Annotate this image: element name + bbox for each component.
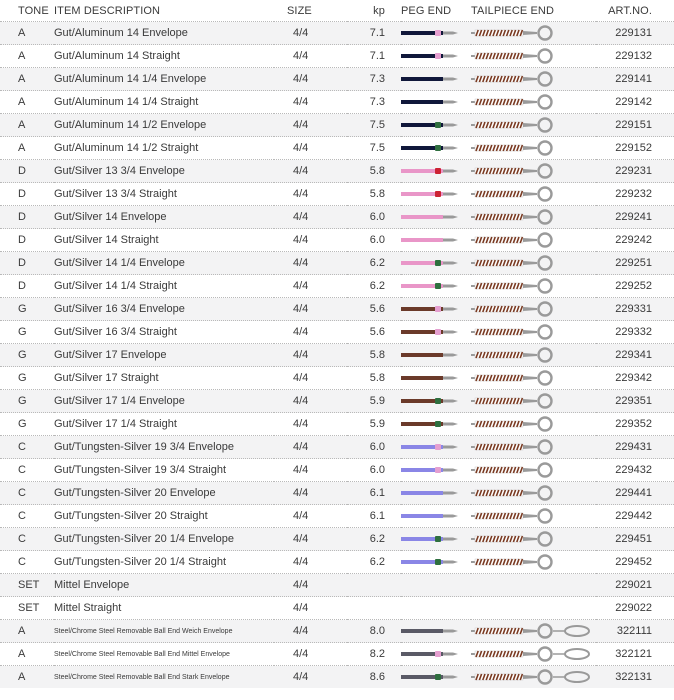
art-no-cell: 229341 xyxy=(615,349,652,361)
peg-end-icon xyxy=(401,235,459,245)
tailpiece-end-cell xyxy=(471,137,596,160)
art-no-cell: 229022 xyxy=(615,602,652,614)
header-row xyxy=(0,0,674,22)
tailpiece-end-icon xyxy=(471,623,593,639)
peg-end-icon xyxy=(401,258,459,268)
kp-cell: 8.6 xyxy=(369,671,385,683)
tone-cell: G xyxy=(18,395,27,407)
table-row xyxy=(0,505,674,528)
size-cell: 4/4 xyxy=(293,280,309,292)
size-cell: 4/4 xyxy=(293,73,309,85)
peg-end-cell xyxy=(401,551,471,574)
description-cell: Gut/Silver 17 Envelope xyxy=(54,349,167,361)
tailpiece-end-cell xyxy=(471,574,596,597)
peg-end-icon xyxy=(401,626,459,636)
kp-cell: 8.0 xyxy=(369,625,385,637)
tone-cell: A xyxy=(18,27,26,39)
peg-end-icon xyxy=(401,373,459,383)
peg-end-cell xyxy=(401,22,471,45)
art-no-cell: 229441 xyxy=(615,487,652,499)
peg-end-cell xyxy=(401,597,471,620)
description-cell: Gut/Silver 14 Envelope xyxy=(54,211,167,223)
description-cell: Gut/Tungsten-Silver 20 1/4 Envelope xyxy=(54,533,234,545)
kp-cell: 7.1 xyxy=(369,27,385,39)
kp-cell: 7.3 xyxy=(369,96,385,108)
table-row xyxy=(0,137,674,160)
art-no-cell: 229332 xyxy=(615,326,652,338)
kp-cell: 5.8 xyxy=(369,372,385,384)
kp-cell: 6.0 xyxy=(369,211,385,223)
kp-cell: 5.8 xyxy=(369,188,385,200)
art-no-cell: 229342 xyxy=(615,372,652,384)
header-tailpiece-end: TAILPIECE END xyxy=(471,4,555,17)
art-no-cell: 229241 xyxy=(615,211,652,223)
description-cell: Gut/Silver 13 3/4 Envelope xyxy=(54,165,185,177)
size-cell: 4/4 xyxy=(293,372,309,384)
peg-end-cell xyxy=(401,183,471,206)
art-no-cell: 229152 xyxy=(615,142,652,154)
tailpiece-end-icon xyxy=(471,439,561,455)
tailpiece-end-cell xyxy=(471,436,596,459)
art-no-cell: 229131 xyxy=(615,27,652,39)
table-body xyxy=(0,22,674,689)
art-no-cell: 322111 xyxy=(616,625,652,637)
table-row xyxy=(0,160,674,183)
tone-cell: C xyxy=(18,487,26,499)
tailpiece-end-cell xyxy=(471,91,596,114)
art-no-cell: 229242 xyxy=(615,234,652,246)
peg-end-cell xyxy=(401,367,471,390)
size-cell: 4/4 xyxy=(293,510,309,522)
peg-end-cell xyxy=(401,114,471,137)
size-cell: 4/4 xyxy=(293,556,309,568)
tone-cell: A xyxy=(18,73,26,85)
tailpiece-end-cell xyxy=(471,620,596,643)
peg-end-cell xyxy=(401,413,471,436)
tailpiece-end-cell xyxy=(471,160,596,183)
tailpiece-end-icon xyxy=(471,255,561,271)
size-cell: 4/4 xyxy=(293,96,309,108)
peg-end-cell xyxy=(401,275,471,298)
header-kp: kp xyxy=(373,4,385,17)
peg-end-icon xyxy=(401,304,459,314)
description-cell: Gut/Silver 17 1/4 Straight xyxy=(54,418,177,430)
art-no-cell: 229352 xyxy=(615,418,652,430)
tailpiece-end-cell xyxy=(471,321,596,344)
size-cell: 4/4 xyxy=(293,625,309,637)
tone-cell: A xyxy=(18,648,26,660)
tone-cell: D xyxy=(18,211,26,223)
description-cell: Gut/Aluminum 14 1/4 Envelope xyxy=(54,73,207,85)
peg-end-cell xyxy=(401,229,471,252)
peg-end-icon xyxy=(401,51,459,61)
kp-cell xyxy=(347,597,401,620)
peg-end-icon xyxy=(401,396,459,406)
kp-cell: 6.0 xyxy=(369,464,385,476)
art-no-cell: 229451 xyxy=(615,533,652,545)
peg-end-icon xyxy=(401,511,459,521)
kp-cell: 8.2 xyxy=(369,648,385,660)
peg-end-icon xyxy=(401,212,459,222)
peg-end-cell xyxy=(401,390,471,413)
table-row xyxy=(0,344,674,367)
table-row xyxy=(0,482,674,505)
description-cell: Mittel Straight xyxy=(54,602,122,614)
table-row xyxy=(0,413,674,436)
peg-end-cell xyxy=(401,643,471,666)
peg-end-cell xyxy=(401,137,471,160)
kp-cell: 6.2 xyxy=(369,556,385,568)
kp-cell: 5.9 xyxy=(369,418,385,430)
peg-end-cell xyxy=(401,459,471,482)
size-cell: 4/4 xyxy=(293,349,309,361)
tailpiece-end-icon xyxy=(471,209,561,225)
size-cell: 4/4 xyxy=(293,395,309,407)
peg-end-cell xyxy=(401,528,471,551)
size-cell: 4/4 xyxy=(293,602,309,614)
size-cell: 4/4 xyxy=(293,441,309,453)
table-row xyxy=(0,436,674,459)
description-cell: Gut/Aluminum 14 1/4 Straight xyxy=(54,96,199,108)
kp-cell: 5.8 xyxy=(369,349,385,361)
tailpiece-end-icon xyxy=(471,71,561,87)
tone-cell: C xyxy=(18,556,26,568)
kp-cell: 6.0 xyxy=(369,234,385,246)
tailpiece-end-cell xyxy=(471,666,596,689)
tailpiece-end-icon xyxy=(471,370,561,386)
peg-end-cell xyxy=(401,321,471,344)
size-cell: 4/4 xyxy=(293,579,309,591)
tailpiece-end-cell xyxy=(471,298,596,321)
tailpiece-end-cell xyxy=(471,597,596,620)
description-cell: Gut/Aluminum 14 Straight xyxy=(54,50,180,62)
peg-end-icon xyxy=(401,120,459,130)
tailpiece-end-icon xyxy=(471,646,593,662)
peg-end-icon xyxy=(401,465,459,475)
tailpiece-end-icon xyxy=(471,25,561,41)
size-cell: 4/4 xyxy=(293,50,309,62)
table-row xyxy=(0,367,674,390)
art-no-cell: 229442 xyxy=(615,510,652,522)
kp-cell: 7.1 xyxy=(369,50,385,62)
tailpiece-end-cell xyxy=(471,551,596,574)
art-no-cell: 229432 xyxy=(615,464,652,476)
peg-end-icon xyxy=(401,97,459,107)
tailpiece-end-cell xyxy=(471,528,596,551)
art-no-cell: 322131 xyxy=(615,671,652,683)
tailpiece-end-cell xyxy=(471,367,596,390)
table-row xyxy=(0,298,674,321)
tailpiece-end-icon xyxy=(471,140,561,156)
kp-cell: 5.8 xyxy=(369,165,385,177)
tone-cell: C xyxy=(18,441,26,453)
tailpiece-end-icon xyxy=(471,347,561,363)
tailpiece-end-cell xyxy=(471,114,596,137)
table-row xyxy=(0,390,674,413)
table-row xyxy=(0,183,674,206)
description-cell: Gut/Tungsten-Silver 20 Straight xyxy=(54,510,208,522)
tone-cell: A xyxy=(18,625,26,637)
description-cell: Gut/Aluminum 14 1/2 Envelope xyxy=(54,119,207,131)
kp-cell: 5.6 xyxy=(369,303,385,315)
description-cell: Gut/Tungsten-Silver 20 Envelope xyxy=(54,487,216,499)
peg-end-icon xyxy=(401,557,459,567)
peg-end-cell xyxy=(401,252,471,275)
tailpiece-end-cell xyxy=(471,252,596,275)
tone-cell: A xyxy=(18,142,26,154)
peg-end-icon xyxy=(401,143,459,153)
peg-end-cell xyxy=(401,91,471,114)
size-cell: 4/4 xyxy=(293,487,309,499)
tailpiece-end-icon xyxy=(471,393,561,409)
art-no-cell: 229232 xyxy=(615,188,652,200)
description-cell: Gut/Silver 14 1/4 Envelope xyxy=(54,257,185,269)
description-cell: Mittel Envelope xyxy=(54,579,130,591)
size-cell: 4/4 xyxy=(293,188,309,200)
table-row xyxy=(0,459,674,482)
size-cell: 4/4 xyxy=(293,27,309,39)
table-row xyxy=(0,275,674,298)
description-cell: Gut/Silver 13 3/4 Straight xyxy=(54,188,177,200)
tailpiece-end-icon xyxy=(471,278,561,294)
tailpiece-end-cell xyxy=(471,275,596,298)
kp-cell: 6.1 xyxy=(369,510,385,522)
tailpiece-end-icon xyxy=(471,416,561,432)
table-row xyxy=(0,229,674,252)
kp-cell: 5.6 xyxy=(369,326,385,338)
tailpiece-end-cell xyxy=(471,459,596,482)
description-cell: Gut/Silver 14 1/4 Straight xyxy=(54,280,177,292)
table-row xyxy=(0,114,674,137)
peg-end-icon xyxy=(401,28,459,38)
description-cell: Steel/Chrome Steel Removable Ball End Weich Envelope xyxy=(54,627,233,635)
header-art-no: ART.NO. xyxy=(608,4,652,17)
kp-cell xyxy=(347,574,401,597)
tone-cell: C xyxy=(18,533,26,545)
peg-end-cell xyxy=(401,620,471,643)
size-cell: 4/4 xyxy=(293,142,309,154)
tailpiece-end-icon xyxy=(471,462,561,478)
kp-cell: 7.5 xyxy=(369,142,385,154)
tailpiece-end-icon xyxy=(471,531,561,547)
size-cell: 4/4 xyxy=(293,211,309,223)
peg-end-icon xyxy=(401,281,459,291)
description-cell: Gut/Tungsten-Silver 20 1/4 Straight xyxy=(54,556,227,568)
tailpiece-end-cell xyxy=(471,390,596,413)
size-cell: 4/4 xyxy=(293,648,309,660)
size-cell: 4/4 xyxy=(293,326,309,338)
peg-end-icon xyxy=(401,649,459,659)
peg-end-cell xyxy=(401,666,471,689)
peg-end-cell xyxy=(401,482,471,505)
peg-end-cell xyxy=(401,298,471,321)
tailpiece-end-icon xyxy=(471,485,561,501)
description-cell: Gut/Tungsten-Silver 19 3/4 Envelope xyxy=(54,441,234,453)
tailpiece-end-icon xyxy=(471,94,561,110)
peg-end-cell xyxy=(401,436,471,459)
size-cell: 4/4 xyxy=(293,533,309,545)
size-cell: 4/4 xyxy=(293,418,309,430)
description-cell: Gut/Tungsten-Silver 19 3/4 Straight xyxy=(54,464,227,476)
tailpiece-end-icon xyxy=(471,117,561,133)
tone-cell: A xyxy=(18,119,26,131)
description-cell: Gut/Silver 14 Straight xyxy=(54,234,159,246)
size-cell: 4/4 xyxy=(293,119,309,131)
tone-cell: SET xyxy=(18,579,40,591)
art-no-cell: 229452 xyxy=(615,556,652,568)
description-cell: Gut/Silver 17 Straight xyxy=(54,372,159,384)
tailpiece-end-cell xyxy=(471,22,596,45)
art-no-cell: 229431 xyxy=(615,441,652,453)
peg-end-cell xyxy=(401,160,471,183)
table-row xyxy=(0,68,674,91)
art-no-cell: 229151 xyxy=(615,119,652,131)
table-row xyxy=(0,574,674,597)
header-description: ITEM DESCRIPTION xyxy=(54,4,161,17)
tailpiece-end-icon xyxy=(471,508,561,524)
kp-cell: 6.2 xyxy=(369,533,385,545)
tone-cell: A xyxy=(18,96,26,108)
tailpiece-end-cell xyxy=(471,45,596,68)
tailpiece-end-cell xyxy=(471,413,596,436)
header-size: SIZE xyxy=(287,4,312,17)
peg-end-icon xyxy=(401,350,459,360)
peg-end-icon xyxy=(401,442,459,452)
table-row xyxy=(0,597,674,620)
kp-cell: 6.1 xyxy=(369,487,385,499)
tailpiece-end-cell xyxy=(471,344,596,367)
tone-cell: G xyxy=(18,303,27,315)
tailpiece-end-icon xyxy=(471,48,561,64)
peg-end-cell xyxy=(401,68,471,91)
peg-end-icon xyxy=(401,166,459,176)
tailpiece-end-icon xyxy=(471,324,561,340)
art-no-cell: 229351 xyxy=(615,395,652,407)
header-tone: TONE xyxy=(18,4,49,17)
tailpiece-end-cell xyxy=(471,482,596,505)
peg-end-icon xyxy=(401,189,459,199)
description-cell: Gut/Silver 16 3/4 Envelope xyxy=(54,303,185,315)
tone-cell: C xyxy=(18,510,26,522)
peg-end-icon xyxy=(401,488,459,498)
peg-end-cell xyxy=(401,206,471,229)
tailpiece-end-cell xyxy=(471,183,596,206)
kp-cell: 6.0 xyxy=(369,441,385,453)
art-no-cell: 322121 xyxy=(615,648,652,660)
tailpiece-end-icon xyxy=(471,163,561,179)
tailpiece-end-icon xyxy=(471,186,561,202)
peg-end-icon xyxy=(401,534,459,544)
tone-cell: G xyxy=(18,372,27,384)
table-row xyxy=(0,45,674,68)
tailpiece-end-icon xyxy=(471,554,561,570)
tone-cell: D xyxy=(18,165,26,177)
peg-end-cell xyxy=(401,505,471,528)
size-cell: 4/4 xyxy=(293,234,309,246)
art-no-cell: 229141 xyxy=(615,73,652,85)
peg-end-cell xyxy=(401,45,471,68)
tone-cell: A xyxy=(18,50,26,62)
table-row xyxy=(0,666,674,689)
header-peg-end: PEG END xyxy=(401,4,452,17)
tailpiece-end-cell xyxy=(471,229,596,252)
size-cell: 4/4 xyxy=(293,671,309,683)
description-cell: Steel/Chrome Steel Removable Ball End Stark Envelope xyxy=(54,673,230,681)
tone-cell: D xyxy=(18,257,26,269)
tone-cell: D xyxy=(18,234,26,246)
table-row xyxy=(0,643,674,666)
table-row xyxy=(0,252,674,275)
tone-cell: D xyxy=(18,188,26,200)
table-row xyxy=(0,321,674,344)
tone-cell: D xyxy=(18,280,26,292)
peg-end-icon xyxy=(401,672,459,682)
art-no-cell: 229252 xyxy=(615,280,652,292)
tailpiece-end-cell xyxy=(471,68,596,91)
kp-cell: 7.3 xyxy=(369,73,385,85)
tailpiece-end-icon xyxy=(471,232,561,248)
tailpiece-end-icon xyxy=(471,669,593,685)
art-no-cell: 229021 xyxy=(615,579,652,591)
peg-end-cell xyxy=(401,574,471,597)
kp-cell: 6.2 xyxy=(369,257,385,269)
kp-cell: 7.5 xyxy=(369,119,385,131)
peg-end-icon xyxy=(401,74,459,84)
tailpiece-end-cell xyxy=(471,643,596,666)
tone-cell: C xyxy=(18,464,26,476)
art-no-cell: 229231 xyxy=(615,165,652,177)
table-row xyxy=(0,206,674,229)
peg-end-icon xyxy=(401,419,459,429)
tailpiece-end-cell xyxy=(471,206,596,229)
description-cell: Gut/Silver 17 1/4 Envelope xyxy=(54,395,185,407)
tone-cell: G xyxy=(18,326,27,338)
peg-end-icon xyxy=(401,327,459,337)
tone-cell: G xyxy=(18,349,27,361)
description-cell: Gut/Aluminum 14 1/2 Straight xyxy=(54,142,199,154)
art-no-cell: 229251 xyxy=(615,257,652,269)
table-row xyxy=(0,91,674,114)
description-cell: Steel/Chrome Steel Removable Ball End Mittel Envelope xyxy=(54,650,230,658)
kp-cell: 5.9 xyxy=(369,395,385,407)
description-cell: Gut/Aluminum 14 Envelope xyxy=(54,27,188,39)
peg-end-cell xyxy=(401,344,471,367)
table-row xyxy=(0,528,674,551)
tailpiece-end-icon xyxy=(471,301,561,317)
table-row xyxy=(0,551,674,574)
size-cell: 4/4 xyxy=(293,464,309,476)
art-no-cell: 229132 xyxy=(615,50,652,62)
kp-cell: 6.2 xyxy=(369,280,385,292)
size-cell: 4/4 xyxy=(293,165,309,177)
art-no-cell: 229142 xyxy=(615,96,652,108)
table-row xyxy=(0,620,674,643)
tailpiece-end-cell xyxy=(471,505,596,528)
art-no-cell: 229331 xyxy=(615,303,652,315)
size-cell: 4/4 xyxy=(293,303,309,315)
size-cell: 4/4 xyxy=(293,257,309,269)
description-cell: Gut/Silver 16 3/4 Straight xyxy=(54,326,177,338)
tone-cell: A xyxy=(18,671,26,683)
tone-cell: SET xyxy=(18,602,40,614)
table-row xyxy=(0,22,674,45)
tone-cell: G xyxy=(18,418,27,430)
